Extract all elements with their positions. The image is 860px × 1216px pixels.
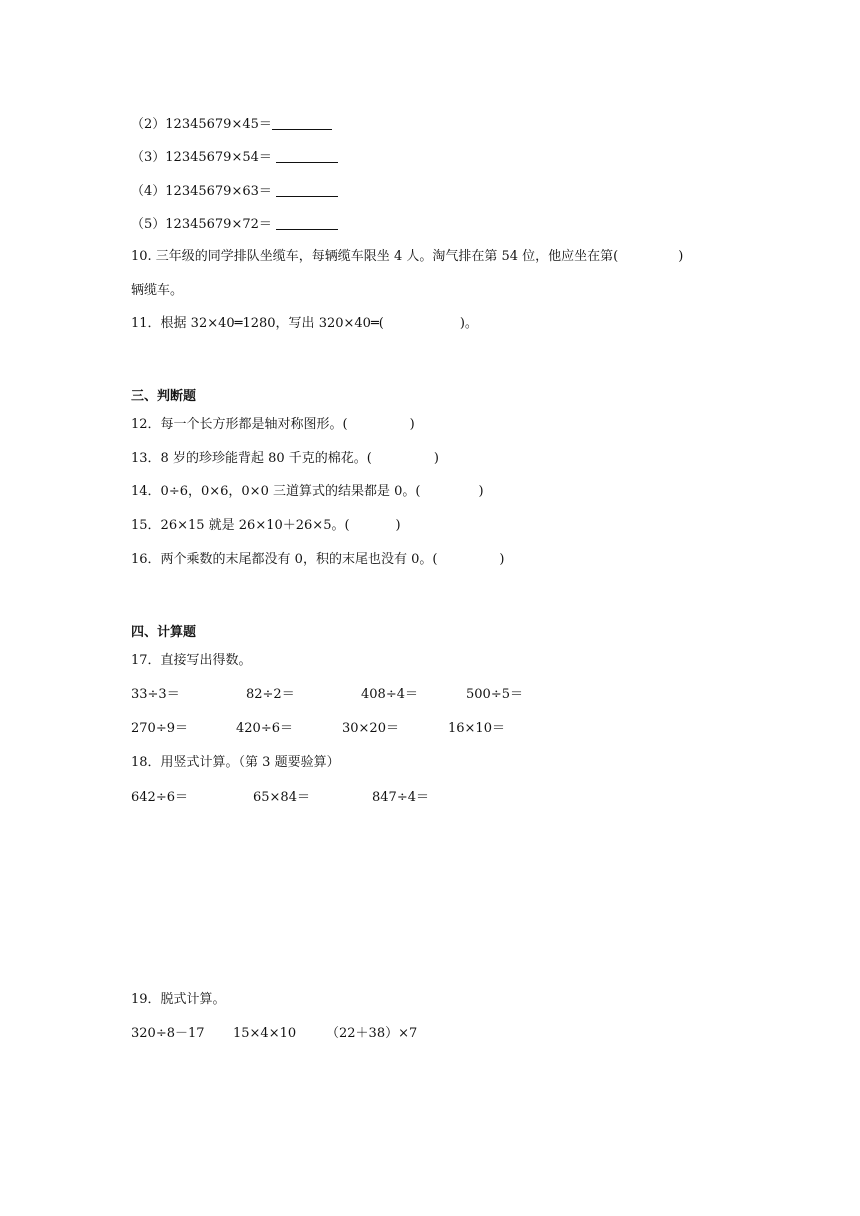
answer-blank[interactable] <box>276 182 338 197</box>
q12-close-paren: ) <box>409 417 415 432</box>
q12 <box>131 416 415 434</box>
q9-part-2 <box>131 115 332 134</box>
answer-blank[interactable] <box>276 215 338 230</box>
q9-part-5-expr: 12345679×72＝ <box>165 217 272 232</box>
q9-part-3 <box>131 148 338 167</box>
q17-row2-item-2: 420÷6＝ <box>236 721 293 736</box>
q14-close-paren: ) <box>478 484 484 499</box>
q19-item-1: 320÷8－17 <box>131 1026 205 1041</box>
q9-part-3-label: （3） <box>131 150 166 165</box>
q19-title: 19．脱式计算。 <box>131 992 226 1007</box>
q17-title: 17．直接写出得数。 <box>131 653 252 668</box>
q17-row1-item-3: 408÷4＝ <box>361 687 418 702</box>
q19-item-3: （22＋38）×7 <box>326 1026 418 1041</box>
q15-text: 15．26×15 就是 26×10＋26×5。( <box>131 518 350 533</box>
q10-text: 10. 三年级的同学排队坐缆车，每辆缆车限坐 4 人。淘气排在第 54 位，他应坐在第( <box>131 249 619 264</box>
q9-part-2-expr: 12345679×45＝ <box>165 117 272 132</box>
q13 <box>131 450 439 468</box>
q14 <box>131 483 484 501</box>
answer-blank[interactable] <box>272 115 332 130</box>
q19-item-2: 15×4×10 <box>233 1026 297 1041</box>
q10-line-2 <box>131 282 183 300</box>
answer-blank[interactable] <box>276 148 338 163</box>
q12-text: 12．每一个长方形都是轴对称图形。( <box>131 417 348 432</box>
q16-text: 16．两个乘数的末尾都没有 0，积的末尾也没有 0。( <box>131 552 438 567</box>
q11-text: 11．根据 32×40═1280，写出 320×40═( <box>131 316 384 331</box>
q18-item-3: 847÷4＝ <box>372 790 429 805</box>
q14-text: 14．0÷6，0×6，0×0 三道算式的结果都是 0。( <box>131 484 421 499</box>
q17-row2-item-4: 16×10＝ <box>448 721 505 736</box>
q18-item-2: 65×84＝ <box>253 790 310 805</box>
section-heading-judgment: 三、判断题 <box>131 389 197 404</box>
q17-row1-item-1: 33÷3＝ <box>131 687 180 702</box>
q17-row1-item-2: 82÷2＝ <box>246 687 295 702</box>
q10-text-continued: 辆缆车。 <box>131 283 184 298</box>
q11 <box>131 315 478 333</box>
q17-row2-item-3: 30×20＝ <box>342 721 399 736</box>
q13-close-paren: ) <box>433 451 439 466</box>
q15-close-paren: ) <box>395 518 401 533</box>
q10-close-paren: ) <box>678 249 684 264</box>
q18-item-1: 642÷6＝ <box>131 790 188 805</box>
q9-part-3-expr: 12345679×54＝ <box>165 150 272 165</box>
q11-close-paren: )。 <box>459 316 478 331</box>
q9-part-4 <box>131 182 338 201</box>
q17-row2-item-1: 270÷9＝ <box>131 721 188 736</box>
q13-text: 13．8 岁的珍珍能背起 80 千克的棉花。( <box>131 451 372 466</box>
q9-part-4-expr: 12345679×63＝ <box>165 184 272 199</box>
q18-title: 18．用竖式计算。（第 3 题要验算） <box>131 755 340 770</box>
q9-part-5 <box>131 215 338 234</box>
q10-line-1 <box>131 248 683 266</box>
q15 <box>131 517 401 535</box>
section-heading-calculation: 四、计算题 <box>131 625 197 640</box>
q9-part-2-label: （2） <box>131 117 166 132</box>
q17-row1-item-4: 500÷5＝ <box>466 687 523 702</box>
q9-part-5-label: （5） <box>131 217 166 232</box>
q9-part-4-label: （4） <box>131 184 166 199</box>
q16-close-paren: ) <box>499 552 505 567</box>
q16 <box>131 551 505 569</box>
